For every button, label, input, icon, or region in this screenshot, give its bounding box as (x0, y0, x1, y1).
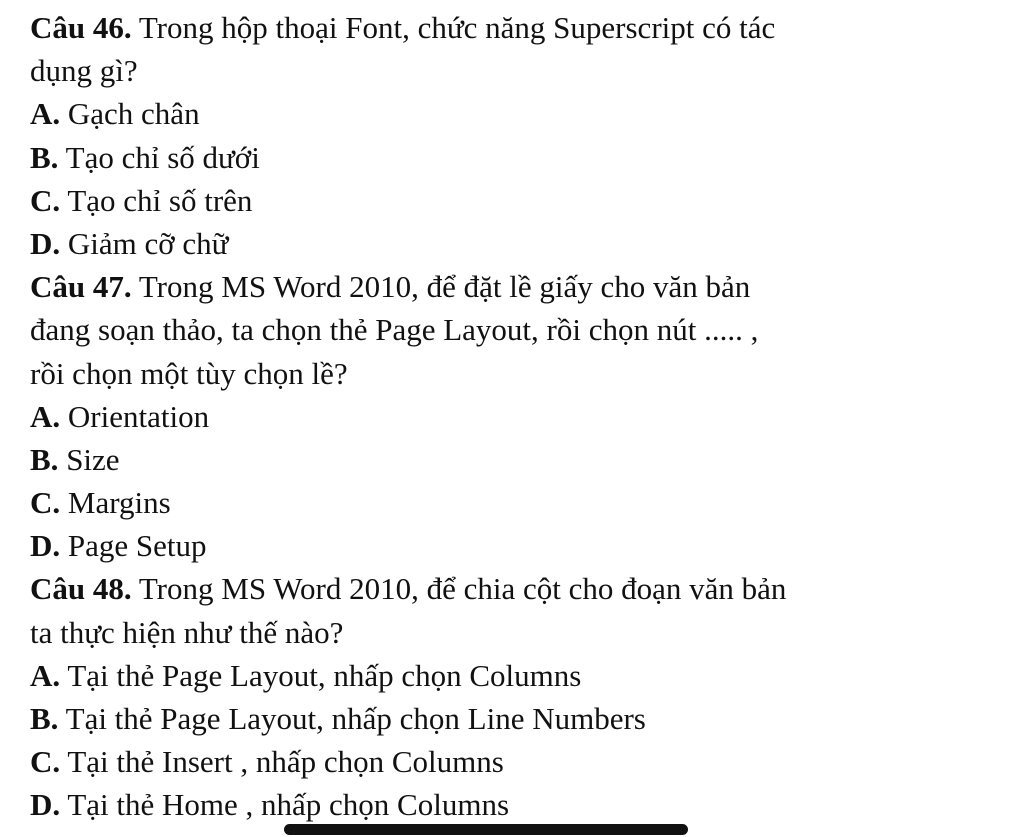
option-text: Orientation (60, 398, 210, 434)
question-48-option-b[interactable] (30, 697, 1010, 740)
option-letter: A. (30, 657, 61, 693)
option-text: Margins (60, 485, 171, 521)
option-letter: C. (30, 182, 61, 218)
option-text: Tại thẻ Insert , nhấp chọn Columns (60, 744, 504, 780)
home-indicator-bar[interactable] (284, 824, 688, 835)
question-48-label: Câu 48. (30, 571, 132, 607)
question-46-option-b[interactable] (30, 136, 1010, 179)
question-47-option-a[interactable] (30, 395, 1010, 438)
question-47-text-3: rồi chọn một tùy chọn lề? (30, 355, 348, 391)
question-list (30, 6, 1010, 827)
question-48-line-2 (30, 611, 1010, 654)
question-48-text-1: Trong MS Word 2010, để chia cột cho đoạn văn bản (131, 571, 787, 607)
question-46-option-c[interactable] (30, 179, 1010, 222)
option-letter: C. (30, 744, 61, 780)
option-letter: D. (30, 787, 61, 823)
question-48-text-2: ta thực hiện như thế nào? (30, 614, 344, 650)
option-text: Tại thẻ Page Layout, nhấp chọn Columns (60, 657, 582, 693)
question-46-option-d[interactable] (30, 222, 1010, 265)
option-text: Page Setup (60, 528, 207, 564)
question-48-option-a[interactable] (30, 654, 1010, 697)
question-46-line-2 (30, 49, 1010, 92)
option-letter: B. (30, 701, 59, 736)
question-46-option-a[interactable] (30, 92, 1010, 135)
question-48-option-d[interactable] (30, 783, 1010, 826)
option-letter: B. (30, 441, 59, 477)
question-46-label: Câu 46. (30, 10, 132, 45)
question-47-line-3 (30, 352, 1010, 395)
question-47-text-2: đang soạn thảo, ta chọn thẻ Page Layout, rồi chọn nút ..... , (30, 312, 759, 348)
question-47-text-1: Trong MS Word 2010, để đặt lề giấy cho văn bản (131, 269, 751, 305)
option-letter: D. (30, 225, 61, 261)
question-47-option-c[interactable] (30, 481, 1010, 524)
option-letter: C. (30, 485, 61, 521)
option-letter: A. (30, 398, 61, 434)
question-48-line-1 (30, 567, 1010, 610)
question-48-option-c[interactable] (30, 740, 1010, 783)
option-text: Giảm cỡ chữ (60, 225, 229, 261)
question-46-text-2: dụng gì? (30, 53, 138, 89)
option-letter: B. (30, 139, 59, 175)
option-text: Tạo chỉ số dưới (58, 139, 260, 175)
option-letter: A. (30, 96, 61, 132)
option-letter: D. (30, 528, 61, 564)
question-46-text-1: Trong hộp thoại Font, chức năng Superscript có tác (131, 10, 776, 45)
question-47-option-d[interactable] (30, 524, 1010, 567)
option-text: Tại thẻ Page Layout, nhấp chọn Line Numbers (58, 701, 646, 736)
option-text: Size (58, 441, 120, 477)
question-47-option-b[interactable] (30, 438, 1010, 481)
option-text: Tạo chỉ số trên (60, 182, 253, 218)
question-47-line-2 (30, 308, 1010, 351)
question-46-line-1 (30, 6, 1010, 49)
option-text: Tại thẻ Home , nhấp chọn Columns (60, 787, 510, 823)
option-text: Gạch chân (60, 96, 200, 132)
question-47-line-1 (30, 265, 1010, 308)
question-47-label: Câu 47. (30, 269, 132, 305)
